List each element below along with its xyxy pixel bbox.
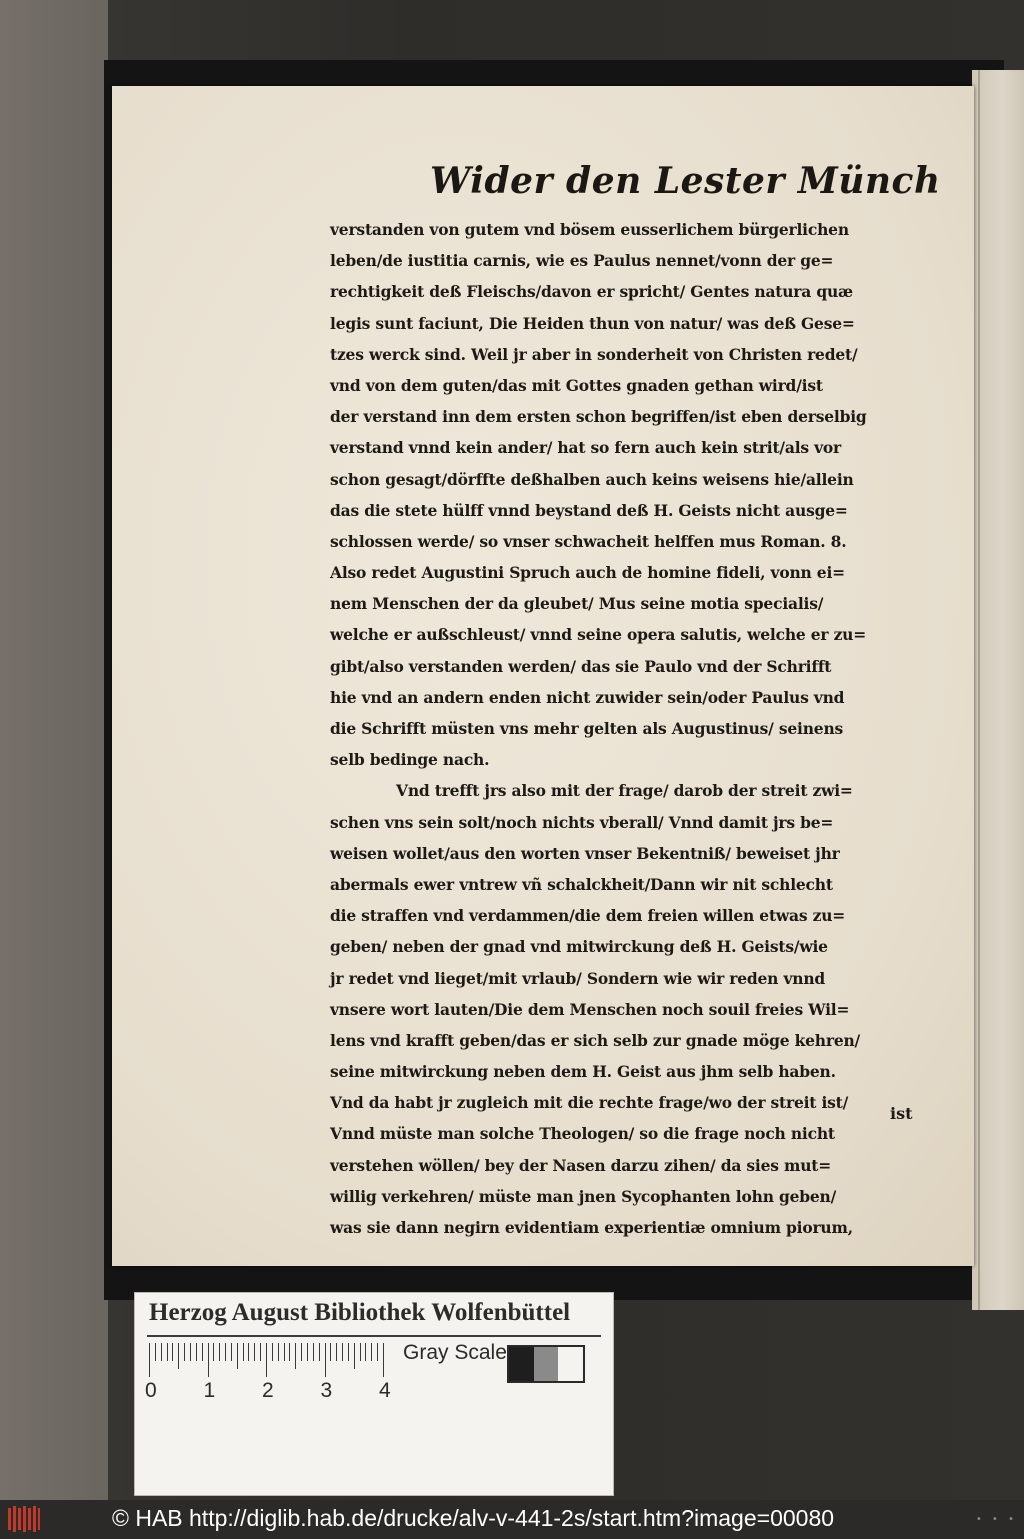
ruler-tick bbox=[237, 1343, 238, 1369]
text-line: schen vns sein solt/noch nichts vberall/ Vnnd damit jrs be= bbox=[330, 812, 834, 832]
ruler-tick bbox=[330, 1343, 331, 1361]
ruler-tick bbox=[301, 1343, 302, 1361]
text-line: verstehen wöllen/ bey der Nasen darzu zihen/ da sies mut= bbox=[330, 1155, 832, 1175]
text-line: selb bedinge nach. bbox=[330, 750, 490, 770]
text-line: leben/de iustitia carnis, wie es Paulus nennet/vonn der ge= bbox=[330, 251, 834, 271]
ruler-number: 4 bbox=[379, 1379, 391, 1402]
ruler-tick bbox=[371, 1343, 372, 1361]
ruler-tick bbox=[231, 1343, 232, 1361]
ruler-tick bbox=[284, 1343, 285, 1361]
ruler-tick bbox=[266, 1343, 267, 1377]
ruler-tick bbox=[254, 1343, 255, 1361]
text-line: das die stete hülff vnnd beystand deß H. Geists nicht ausge= bbox=[330, 500, 848, 520]
text-line: tzes werck sind. Weil jr aber in sonderheit von Christen redet/ bbox=[330, 344, 858, 364]
text-line: lens vnd krafft geben/das er sich selb zur gnade möge kehren/ bbox=[330, 1030, 861, 1050]
ruler-tick bbox=[213, 1343, 214, 1361]
ruler-tick bbox=[155, 1343, 156, 1361]
ruler-tick bbox=[172, 1343, 173, 1361]
ruler-tick bbox=[178, 1343, 179, 1369]
copyright-link[interactable]: © HAB http://diglib.hab.de/drucke/alv-v-441-2s/start.htm?image=00080 bbox=[112, 1505, 835, 1531]
ruler-ticks bbox=[149, 1343, 389, 1379]
text-line: willig verkehren/ müste man jnen Sycophanten lohn geben/ bbox=[330, 1186, 837, 1206]
text-line: jr redet vnd lieget/mit vrlaub/ Sondern wie wir reden vnnd bbox=[330, 968, 826, 988]
ruler-tick bbox=[307, 1343, 308, 1361]
ruler-tick bbox=[313, 1343, 314, 1361]
ruler-tick bbox=[354, 1343, 355, 1369]
text-line: nem Menschen der da gleubet/ Mus seine motia specialis/ bbox=[330, 594, 824, 614]
text-line: hie vnd an andern enden nicht zuwider sein/oder Paulus vnd bbox=[330, 687, 845, 707]
ruler-tick bbox=[289, 1343, 290, 1361]
text-line: schon gesagt/dörffte deßhalben auch keins weisens hie/allein bbox=[330, 469, 854, 489]
ruler-tick bbox=[190, 1343, 191, 1361]
text-line: welche er außschleust/ vnnd seine opera salutis, welche er zu= bbox=[330, 625, 867, 645]
ruler-tick bbox=[325, 1343, 326, 1377]
ruler-tick bbox=[167, 1343, 168, 1361]
ruler-tick bbox=[202, 1343, 203, 1361]
ruler-number: 0 bbox=[145, 1379, 157, 1402]
text-line: legis sunt faciunt, Die Heiden thun von natur/ was deß Gese= bbox=[330, 313, 855, 333]
gray-scale-card bbox=[134, 1292, 614, 1496]
scale-divider bbox=[147, 1335, 601, 1337]
footer-indicator: • • • bbox=[975, 1514, 1016, 1525]
adjacent-page-edge bbox=[972, 70, 1024, 1310]
page-text bbox=[330, 214, 930, 1243]
gray-scale-label: Gray Scale bbox=[403, 1341, 507, 1364]
text-line: gibt/also verstanden werden/ das sie Paulo vnd der Schrifft bbox=[330, 656, 832, 676]
ruler-tick bbox=[295, 1343, 296, 1369]
text-line: verstand vnnd kein ander/ hat so fern auch kein strit/als vor bbox=[330, 438, 842, 458]
ruler-tick bbox=[348, 1343, 349, 1361]
gray-patch bbox=[509, 1347, 534, 1381]
text-line: Also redet Augustini Spruch auch de homine fideli, vonn ei= bbox=[330, 563, 845, 583]
ruler-tick bbox=[196, 1343, 197, 1361]
text-line: der verstand inn dem ersten schon begriffen/ist eben derselbig bbox=[330, 407, 867, 427]
ruler-tick bbox=[377, 1343, 378, 1361]
text-line: schlossen werde/ so vnser schwacheit helffen mus Roman. 8. bbox=[330, 531, 847, 551]
ruler-tick bbox=[365, 1343, 366, 1361]
text-line: Vnd da habt jr zugleich mit die rechte frage/wo der streit ist/ bbox=[330, 1093, 849, 1113]
text-line: was sie dann negirn evidentiam experientiæ omnium piorum, bbox=[330, 1218, 853, 1237]
gray-patch bbox=[558, 1347, 583, 1381]
text-line: seine mitwirckung neben dem H. Geist aus jhm selb haben. bbox=[330, 1062, 836, 1082]
text-line: Vnnd müste man solche Theologen/ so die frage noch nicht bbox=[330, 1124, 835, 1144]
text-line: verstanden von gutem vnd bösem eusserlichem bürgerlichen bbox=[330, 220, 849, 239]
ruler-tick bbox=[248, 1343, 249, 1361]
text-line: weisen wollet/aus den worten vnser Bekentniß/ beweiset jhr bbox=[330, 843, 840, 863]
text-line: Vnd trefft jrs also mit der frage/ darob der streit zwi= bbox=[396, 781, 853, 801]
ruler-numbers bbox=[145, 1379, 395, 1403]
text-line: vnd von dem guten/das mit Gottes gnaden gethan wird/ist bbox=[330, 375, 823, 395]
ruler-tick bbox=[360, 1343, 361, 1361]
ruler-tick bbox=[161, 1343, 162, 1361]
text-line: vnsere wort lauten/Die dem Menschen noch souil freies Wil= bbox=[330, 999, 850, 1019]
text-line: die Schrifft müsten vns mehr gelten als Augustinus/ seinens bbox=[330, 719, 844, 738]
ruler-tick bbox=[208, 1343, 209, 1377]
ruler-tick bbox=[336, 1343, 337, 1361]
text-line: abermals ewer vntrew vñ schalckheit/Dann wir nit schlecht bbox=[330, 874, 833, 894]
ruler-tick bbox=[149, 1343, 150, 1377]
text-line: rechtigkeit deß Fleischs/davon er spricht/ Gentes natura quæ bbox=[330, 282, 853, 302]
ruler-tick bbox=[383, 1343, 384, 1377]
ruler-tick bbox=[319, 1343, 320, 1361]
gray-patch bbox=[534, 1347, 559, 1381]
ruler-tick bbox=[342, 1343, 343, 1361]
ruler-tick bbox=[278, 1343, 279, 1361]
scan-left-margin bbox=[0, 0, 108, 1500]
ruler-number: 2 bbox=[262, 1379, 274, 1402]
ruler-tick bbox=[272, 1343, 273, 1361]
gray-scale-patches bbox=[507, 1345, 585, 1383]
catchword: ist bbox=[890, 1104, 913, 1123]
ruler-tick bbox=[219, 1343, 220, 1361]
ruler-number: 1 bbox=[203, 1379, 216, 1402]
ruler-number: 3 bbox=[320, 1379, 333, 1402]
library-name: Herzog August Bibliothek Wolfenbüttel bbox=[149, 1299, 571, 1326]
ruler-tick bbox=[260, 1343, 261, 1361]
text-line: geben/ neben der gnad vnd mitwirckung deß H. Geists/wie bbox=[330, 937, 828, 957]
ruler-tick bbox=[184, 1343, 185, 1361]
text-line: die straffen vnd verdammen/die dem freien willen etwas zu= bbox=[330, 906, 846, 926]
ruler-tick bbox=[225, 1343, 226, 1361]
running-header: Wider den Lester Münch bbox=[430, 160, 941, 202]
hab-logo-icon bbox=[6, 1504, 42, 1534]
ruler-tick bbox=[243, 1343, 244, 1361]
